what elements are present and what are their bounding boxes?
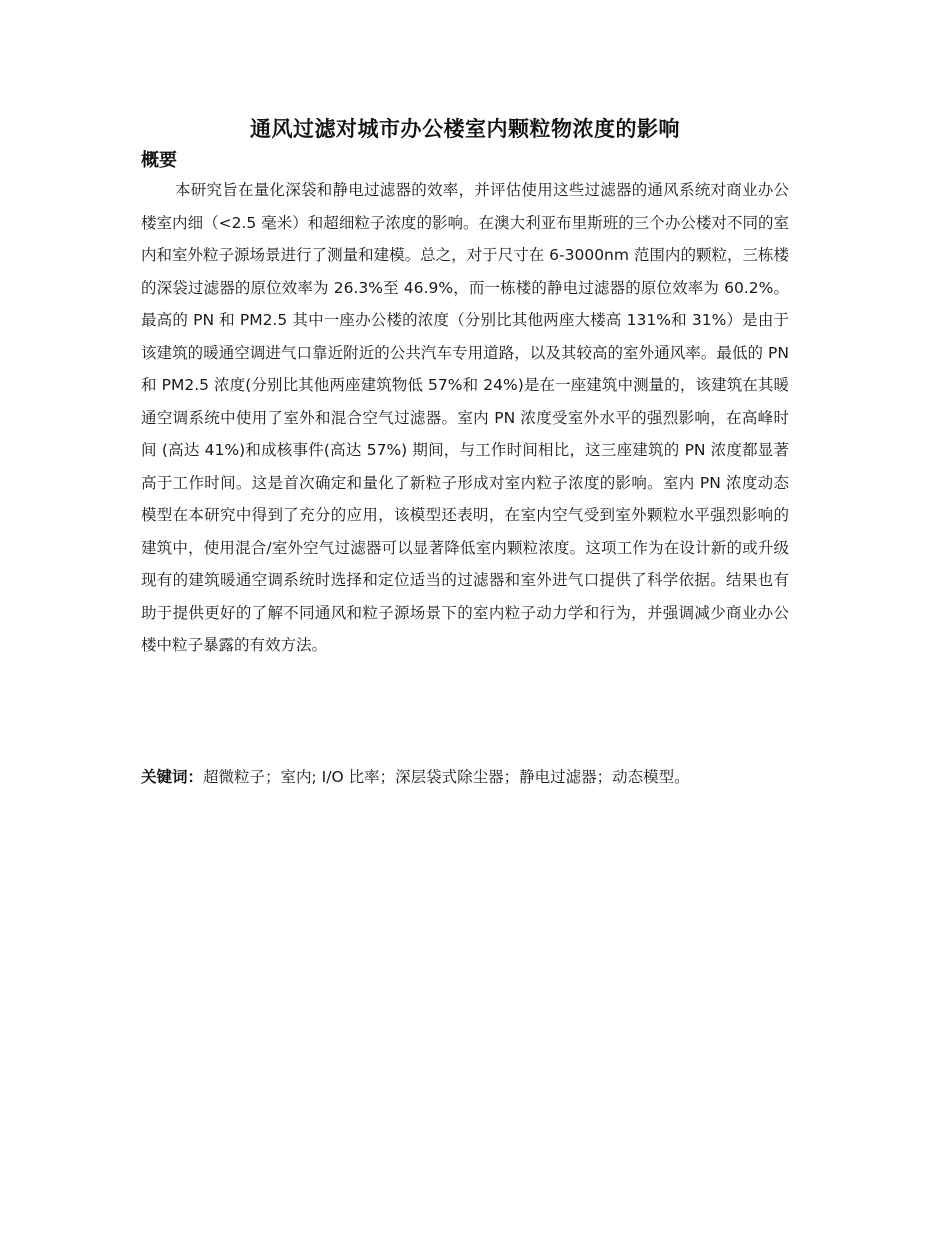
keywords-text: 超微粒子；室内; I/O 比率；深层袋式除尘器；静电过滤器；动态模型。 — [203, 768, 690, 786]
abstract-heading: 概要 — [141, 150, 177, 171]
keywords-line — [141, 764, 789, 790]
document-title: 通风过滤对城市办公楼室内颗粒物浓度的影响 — [250, 117, 680, 141]
keywords-label: 关键词： — [141, 768, 204, 786]
abstract-paragraph: 本研究旨在量化深袋和静电过滤器的效率，并评估使用这些过滤器的通风系统对商业办公楼室内细（<2.5 毫米）和超细粒子浓度的影响。在澳大利亚布里斯班的三个办公楼对不同的室内和室外粒子源场景进行了测量和建模。总之，对于尺寸在 6-3000nm 范围内的颗粒，三栋楼的深袋过滤器的原位效率为 26.3%至 46.9%，而一栋楼的静电过滤器的原位效率为 60.2%。最高的 PN 和 PM2.5 其中一座办公楼的浓度（分别比其他两座大楼高 131%和 31%）是由于该建筑的暖通空调进气口靠近附近的公共汽车专用道路，以及其较高的室外通风率。最低的 PN 和 PM2.5 浓度(分别比其他两座建筑物低 57%和 24%)是在一座建筑中测量的，该建筑在其暖通空调系统中使用了室外和混合空气过滤器。室内 PN 浓度受室外水平的强烈影响，在高峰时间 (高达 41%)和成核事件(高达 57%) 期间，与工作时间相比，这三座建筑的 PN 浓度都显著高于工作时间。这是首次确定和量化了新粒子形成对室内粒子浓度的影响。室内 PN 浓度动态模型在本研究中得到了充分的应用，该模型还表明，在室内空气受到室外颗粒水平强烈影响的建筑中，使用混合/室外空气过滤器可以显著降低室内颗粒浓度。这项工作为在设计新的或升级现有的建筑暖通空调系统时选择和定位适当的过滤器和室外进气口提供了科学依据。结果也有助于提供更好的了解不同通风和粒子源场景下的室内粒子动力学和行为，并强调减少商业办公楼中粒子暴露的有效方法。 — [141, 181, 789, 654]
